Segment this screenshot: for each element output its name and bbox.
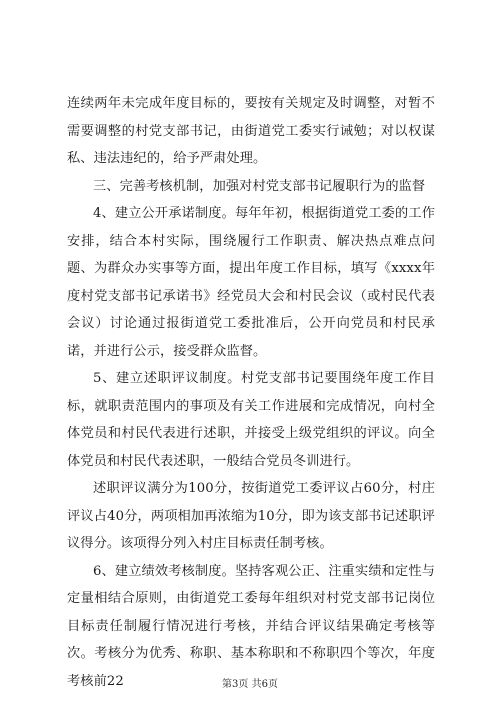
paragraph-report-evaluation: 5、建立述职评议制度。村党支部书记要围绕年度工作目标，就职责范围内的事项及有关工作进展和完成情况，向村全体党员和村民代表进行述职，并接受上级党组织的评议。向全体党员和村民代表述职，一般结合党员冬训进行。 [67, 371, 435, 469]
page-footer: 第3页 共6页 [222, 679, 278, 690]
paragraph-scoring: 述职评议满分为100分，按街道党工委评议占60分，村庄评议占40分，两项相加再浓缩为10分，即为该支部书记述职评议得分。该项得分列入村庄目标责任制考核。 [67, 481, 435, 551]
body-text [67, 90, 435, 695]
paragraph-commitment-system: 4、建立公开承诺制度。每年年初，根据街道党工委的工作安排，结合本村实际，围绕履行工作职责、解决热点难点问题、为群众办实事等方面，提出年度工作目标，填写《xxxx年度村党支部书记承诺书》经党员大会和村民会议（或村民代表会议）讨论通过报街道党工委批准后，公开向党员和村民承诺，并进行公示，接受群众监督。 [67, 206, 435, 359]
section-heading: 三、完善考核机制，加强对村党支部书记履职行为的监督 [93, 178, 426, 194]
paragraph-performance-assessment: 6、建立绩效考核制度。坚持客观公正、注重实绩和定性与定量相结合原则，由街道党工委每年组织对村党支部书记岗位目标责任制履行情况进行考核，并结合评议结果确定考核等次。考核分为优秀、称职、基本称职和不称职四个等次，年度考核前22 [67, 563, 435, 689]
paragraph-1: 连续两年未完成年度目标的，要按有关规定及时调整，对暂不需要调整的村党支部书记，由街道党工委实行诫勉；对以权谋私、违法违纪的，给予严肃处理。 [67, 96, 435, 166]
